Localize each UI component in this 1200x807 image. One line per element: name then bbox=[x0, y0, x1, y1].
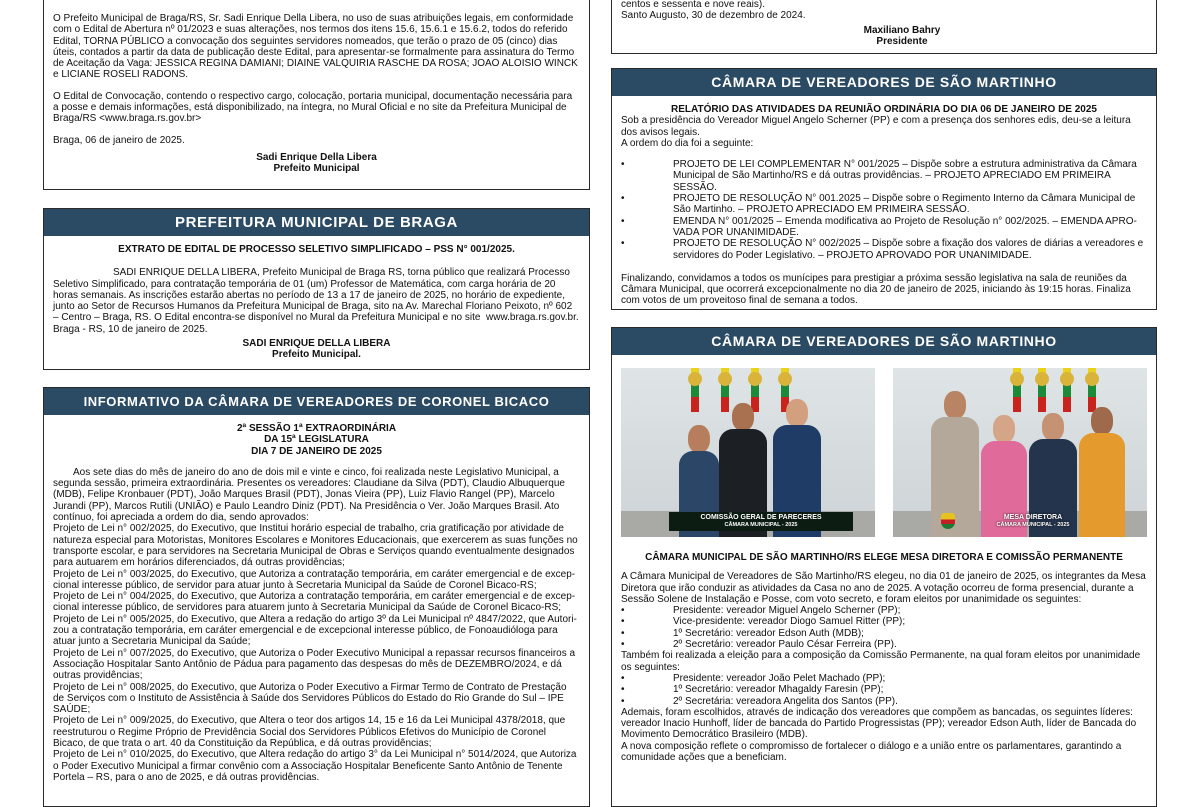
paragraph: SADI ENRIQUE DELLA LIBERA, Prefeito Municipal de Braga RS, torna público que realizará Processo Seletivo Simplificado, para contratação temporária de 01 (um) Professor de Matemática, com carga horária de 20 horas semanais. As inscrições estarão abertas no período de 13 a 17 de janeiro de 2025, no horário de expediente, junto ao Setor de Recursos Humanos da Prefeitura Municipal de Braga, sito na Av. Marechal Floriano Peixoto, nº 602 – Centro – Braga, RS. O Edital encontra-se disponível no Mural da Prefeitura Municipal e no site www.braga.rs.gov.br. bbox=[53, 267, 579, 324]
session-title: 2ª SESSÃO 1ª EXTRAORDINÁRIA bbox=[236, 423, 397, 434]
list-item-text: 2º Secretária: vereadora Angelita dos Santos (PP). bbox=[673, 695, 898, 707]
paragraph: Ademais, foram escolhidos, através de indicação dos vereadores que compõem as bancadas, os seguintes líderes: vereador Inacio Hunhoff, líder de bancada do Partido Progressistas (PP); vereador Edson Auth, líder de Bancada do Movimento Democrático Brasileiro (MDB). bbox=[621, 706, 1139, 741]
photo-caption-sub: CÂMARA MUNICIPAL - 2025 bbox=[724, 522, 798, 528]
section-body bbox=[612, 0, 1156, 51]
photo-banner bbox=[669, 512, 853, 531]
list-item: • PROJETO DE RESOLUÇÃO N° 001.2025 – Dispõe sobre o Regimento Interno da Câmara Municipal de São Martinho. – PROJETO APRECIADO EM PRIMEIRA SESSÃO. bbox=[621, 193, 1147, 216]
list-item-text: Presidente: vereador Miguel Angelo Scherner (PP); bbox=[673, 605, 901, 617]
list-item: Projeto de Lei n° 010/2025, do Executivo, que Altera redação do artigo 3° da Lei Municipal n° 5014/2024, que Autoriza o Poder Executivo Municipal a firmar convênio com a Associação Hospitalar Beneficente Santo Antônio de Tenente Portela – RS, para o ano de 2025, e dá outras providências. bbox=[53, 749, 580, 783]
photo-caption: COMISSÃO GERAL DE PARECERES bbox=[700, 514, 822, 521]
list-item: • 1º Secretário: vereador Edson Auth (MDB); bbox=[621, 628, 1147, 639]
list-item-text: EMENDA N° 001/2025 – Emenda modificativa ao Projeto de Resolução n° 002/2025. – EMENDA APRO-VADA POR UNANIMIDADE. bbox=[673, 215, 1137, 238]
session-date: DIA 7 DE JANEIRO DE 2025 bbox=[251, 445, 382, 457]
section-body bbox=[612, 96, 1156, 310]
edital-convocacao-body bbox=[44, 0, 589, 179]
photo-caption-sub: CÂMARA MUNICIPAL - 2025 bbox=[996, 522, 1070, 528]
photo-mesa-diretora bbox=[893, 368, 1147, 537]
list-item: Projeto de Lei n° 007/2025, do Executivo, que Autoriza o Poder Executivo Municipal a repassar recursos financeiros a Associação Hospitalar Santo Antônio de Pádua para pagamento das despesas do mês de DEZEMBRO/2024, e dá outras providências; bbox=[53, 647, 578, 682]
santo-augusto-box bbox=[611, 0, 1157, 54]
list-item: • EMENDA N° 001/2025 – Emenda modificativa ao Projeto de Resolução n° 002/2025. – EMENDA APRO-VADA POR UNANIMIDADE. bbox=[621, 216, 1147, 239]
section-header: PREFEITURA MUNICIPAL DE BRAGA bbox=[44, 209, 589, 236]
paragraph: Aos sete dias do mês de janeiro do ano de dois mil e vinte e cinco, foi realizada neste Legislativo Municipal, a segunda sessão, primeira extraordinária. Presentes os vereadores: Claudiane da Silva (PDT), Claudio Albuquerque (MDB), Felipe Kronbauer (PDT), João Marques Brasil (PDT), Jonas Vieira (PP), Luiz Flavio Rangel (PP), Marcelo Jurandi (PP), Marcos Rutili (UNIÃO) e Paulo Leandro Diniz (PDT). Na Presidência o Ver. João Marques Brasil. Ato contínuo, foi apreciada a ordem do dia, sendo aprovados: bbox=[53, 466, 568, 524]
signer-name: SADI ENRIQUE DELLA LIBERA bbox=[242, 338, 391, 350]
list-item: • 2º Secretário: vereador Paulo César Ferreira (PP). bbox=[621, 639, 1147, 650]
text-line: centos e sessenta e nove reais). bbox=[621, 0, 765, 10]
section-header: CÂMARA DE VEREADORES DE SÃO MARTINHO bbox=[612, 69, 1156, 96]
sao-martinho-mesa-box bbox=[611, 327, 1157, 807]
date-line: Santo Augusto, 30 de dezembro de 2024. bbox=[621, 10, 806, 22]
list-item: • Presidente: vereador João Pelet Machado (PP); bbox=[621, 673, 1147, 684]
sao-martinho-relatorio-box bbox=[611, 68, 1157, 310]
photo-comissao bbox=[621, 368, 875, 537]
paragraph: Também foi realizada a eleição para a composição da Comissão Permanente, na qual foram eleitos por unanimidade os seguintes: bbox=[621, 650, 1143, 673]
list-item: Projeto de Lei n° 002/2025, do Executivo, que Institui horário especial de trabalho, cria gratificação por atividade de natureza especial para Motoristas, Monitores Escolares e Monitores Educacionais, que exercerem as suas funções no transporte escolar, e para servidores na Secretaria Municipal de Obras e Serviços quando eventualmente designados para autuarem em horários diferenciados, dá outras providências; bbox=[53, 523, 581, 569]
paragraph: Finalizando, convidamos a todos os munícipes para prestigiar a próxima sessão legislativa na sala de reuniões da Câmara Municipal, que ocorrerá excepcionalmente no dia 20 de janeiro de 2025, iniciando às 19:15 horas. Finaliza com votos de um proveitoso final de semana a todos. bbox=[621, 272, 1134, 307]
list-item-text: PROJETO DE RESOLUÇÃO N° 001.2025 – Dispõe sobre o Regimento Interno da Câmara Municipal de São Martinho. – PROJETO APRECIADO EM PRIMEIRA SESSÃO. bbox=[673, 193, 1136, 216]
prefeitura-braga-box bbox=[43, 208, 590, 370]
paragraph: O Edital de Convocação, contendo o respectivo cargo, colocação, portaria municipal, documentação necessária para a posse e demais informações, está disponibilizado, na íntegra, no Mural Oficial e no site da Prefeitura Municipal de Braga/RS <www.braga.rs.gov.br> bbox=[53, 90, 575, 125]
signer-role: Prefeito Municipal. bbox=[272, 349, 361, 361]
photo-banner bbox=[941, 512, 1125, 531]
section-title: RELATÓRIO DAS ATIVIDADES DA REUNIÃO ORDINÁRIA DO DIA 06 DE JANEIRO DE 2025 bbox=[671, 104, 1097, 115]
date-line: Braga, 06 de janeiro de 2025. bbox=[53, 134, 185, 146]
session-subtitle: DA 15ª LEGISLATURA bbox=[264, 434, 369, 446]
photo-caption: MESA DIRETORA bbox=[1003, 514, 1063, 521]
list-item-text: Presidente: vereador João Pelet Machado (PP); bbox=[673, 672, 886, 684]
list-item-text: PROJETO DE RESOLUÇÃO N° 002/2025 – Dispõe sobre a fixação dos valores de diárias a vereadores e servidores do Poder Legislativo. – PROJETO APROVADO POR UNANIMIDADE. bbox=[673, 238, 1144, 261]
section-body bbox=[44, 236, 589, 365]
list-item: Projeto de Lei n° 004/2025, do Executivo, que Autoriza a contratação temporária, em caráter emergencial e de excep-cional interesse público, de servidores para atuarem junto à Secretaria Municipal da Saúde de Coronel Bicaco-RS; bbox=[53, 591, 576, 614]
list-item: • Vice-presidente: vereador Diogo Samuel Ritter (PP); bbox=[621, 616, 1147, 627]
list-item-text: 1º Secretário: vereador Mhagaldy Faresin (PP); bbox=[673, 684, 884, 696]
list-item: Projeto de Lei n° 009/2025, do Executivo, que Altera o teor dos artigos 14, 15 e 16 da Lei Municipal 4378/2018, que reestruturou o Regime Próprio de Previdência Social dos Servidores Públicos Efetivos do Município de Coronel Bicaco, de que trata o art. 40 da Constituição da República, e dá outras providências; bbox=[53, 715, 568, 750]
paragraph: Sob a presidência do Vereador Miguel Angelo Scherner (PP) e com a presença dos senhores edis, deu-se a leitura dos avisos legais. bbox=[621, 115, 1134, 138]
coronel-bicaco-box bbox=[43, 387, 590, 807]
list-item-text: Vice-presidente: vereador Diogo Samuel Ritter (PP); bbox=[673, 616, 906, 628]
list-item: • Presidente: vereador Miguel Angelo Scherner (PP); bbox=[621, 605, 1147, 616]
list-item: Projeto de Lei n° 008/2025, do Executivo, que Autoriza o Poder Executivo a Firmar Termo de Contrato de Prestação de Serviços com o Instituto de Assistência à Saúde dos Servidores Públicos do Estado do Rio Grande do Sul – IPE SAÚDE; bbox=[53, 681, 570, 716]
section-header: INFORMATIVO DA CÂMARA DE VEREADORES DE CORONEL BICACO bbox=[44, 388, 589, 415]
section-title: CÂMARA MUNICIPAL DE SÃO MARTINHO/RS ELEGE MESA DIRETORA E COMISSÃO PERMANENTE bbox=[645, 552, 1123, 563]
signer-name: Sadi Enrique Della Libera bbox=[256, 151, 377, 163]
list-item: • PROJETO DE RESOLUÇÃO N° 002/2025 – Dispõe sobre a fixação dos valores de diárias a vereadores e servidores do Poder Legislativo. – PROJETO APROVADO POR UNANIMIDADE. bbox=[621, 238, 1147, 261]
section-title: EXTRATO DE EDITAL DE PROCESSO SELETIVO SIMPLIFICADO – PSS N° 001/2025. bbox=[118, 244, 515, 255]
list-item: Projeto de Lei n° 005/2025, do Executivo, que Altera a redação do artigo 3º da Lei Municipal nº 4847/2022, que Autori-zou a contratação temporária, em caráter emergencial e de excepcional interesse público, de Fonoaudióloga para atuar junto a Secretaria Municipal da Saúde; bbox=[53, 613, 577, 648]
list-item-text: 2º Secretário: vereador Paulo César Ferreira (PP). bbox=[673, 639, 897, 651]
section-body bbox=[44, 415, 589, 787]
section-header: CÂMARA DE VEREADORES DE SÃO MARTINHO bbox=[612, 328, 1156, 355]
section-body bbox=[612, 537, 1156, 767]
list-item: • 2º Secretária: vereadora Angelita dos Santos (PP). bbox=[621, 696, 1147, 707]
date-line: Braga - RS, 10 de janeiro de 2025. bbox=[53, 323, 208, 335]
photo-row bbox=[612, 355, 1156, 537]
signer-role: Prefeito Municipal bbox=[273, 163, 360, 175]
paragraph: O Prefeito Municipal de Braga/RS, Sr. Sadi Enrique Della Libera, no uso de suas atribuições legais, em conformidade com o Edital de Abertura nº 01/2023 e suas alterações, nos termos dos itens 15.6, 15.6.1 e 15.6.2, todos do referido Edital, TORNA PÚBLICO a convocação dos seguintes servidores nomeados, que terão o prazo de 05 (cinco) dias úteis, contados a partir da data de publicação deste Edital, para apresentar-se formalmente para assinatura do Termo de Aceitação da Vaga: JESSICA REGINA DAMIANI; DIAINE VALQUIRIA RASCHE DA ROSA; JOAO ALOISIO WINCK e LICIANE ROSELI RADONS. bbox=[53, 13, 581, 81]
list-item: • 1º Secretário: vereador Mhagaldy Faresin (PP); bbox=[621, 684, 1147, 695]
paragraph: A nova composição reflete o compromisso de fortalecer o diálogo e a união entre os parlamentares, garantindo a comunidade ações que a beneficiam. bbox=[621, 740, 1125, 764]
signer-name: Maxiliano Bahry bbox=[863, 24, 941, 36]
list-item: • PROJETO DE LEI COMPLEMENTAR N° 001/2025 – Dispõe sobre a estrutura administrativa da Câmara Municipal de São Martinho/RS e dá outras providências. – PROJETO APRECIADO EM PRIMEIRA SESSÃO. bbox=[621, 159, 1147, 193]
edital-convocacao-box bbox=[43, 0, 590, 190]
signer-role: Presidente bbox=[876, 35, 928, 47]
paragraph: A Câmara Municipal de Vereadores de São Martinho/RS elegeu, no dia 01 de janeiro de 2025, os integrantes da Mesa Diretora que irão conduzir as atividades da Casa no ano de 2025. A votação ocorreu de forma presencial, durante a Sessão Solene de Instalação e Posse, com voto secreto, e foram eleitos por unanimidade os seguintes: bbox=[621, 571, 1149, 605]
list-item-text: 1º Secretário: vereador Edson Auth (MDB); bbox=[673, 627, 864, 639]
list-item-text: PROJETO DE LEI COMPLEMENTAR N° 001/2025 – Dispõe sobre a estrutura administrativa da Câmara Municipal de São Martinho/RS e dá outras providências. – PROJETO APRECIADO EM PRIMEIRA SESSÃO. bbox=[673, 159, 1137, 193]
paragraph: A ordem do dia foi a seguinte: bbox=[621, 137, 754, 149]
list-item: Projeto de Lei n° 003/2025, do Executivo, que Autoriza a contratação temporária, em caráter emergencial e de excep-cional interesse público, de servidor para atuar junto à Secretaria Municipal da Saúde de Coronel Bicaco-RS; bbox=[53, 568, 576, 591]
